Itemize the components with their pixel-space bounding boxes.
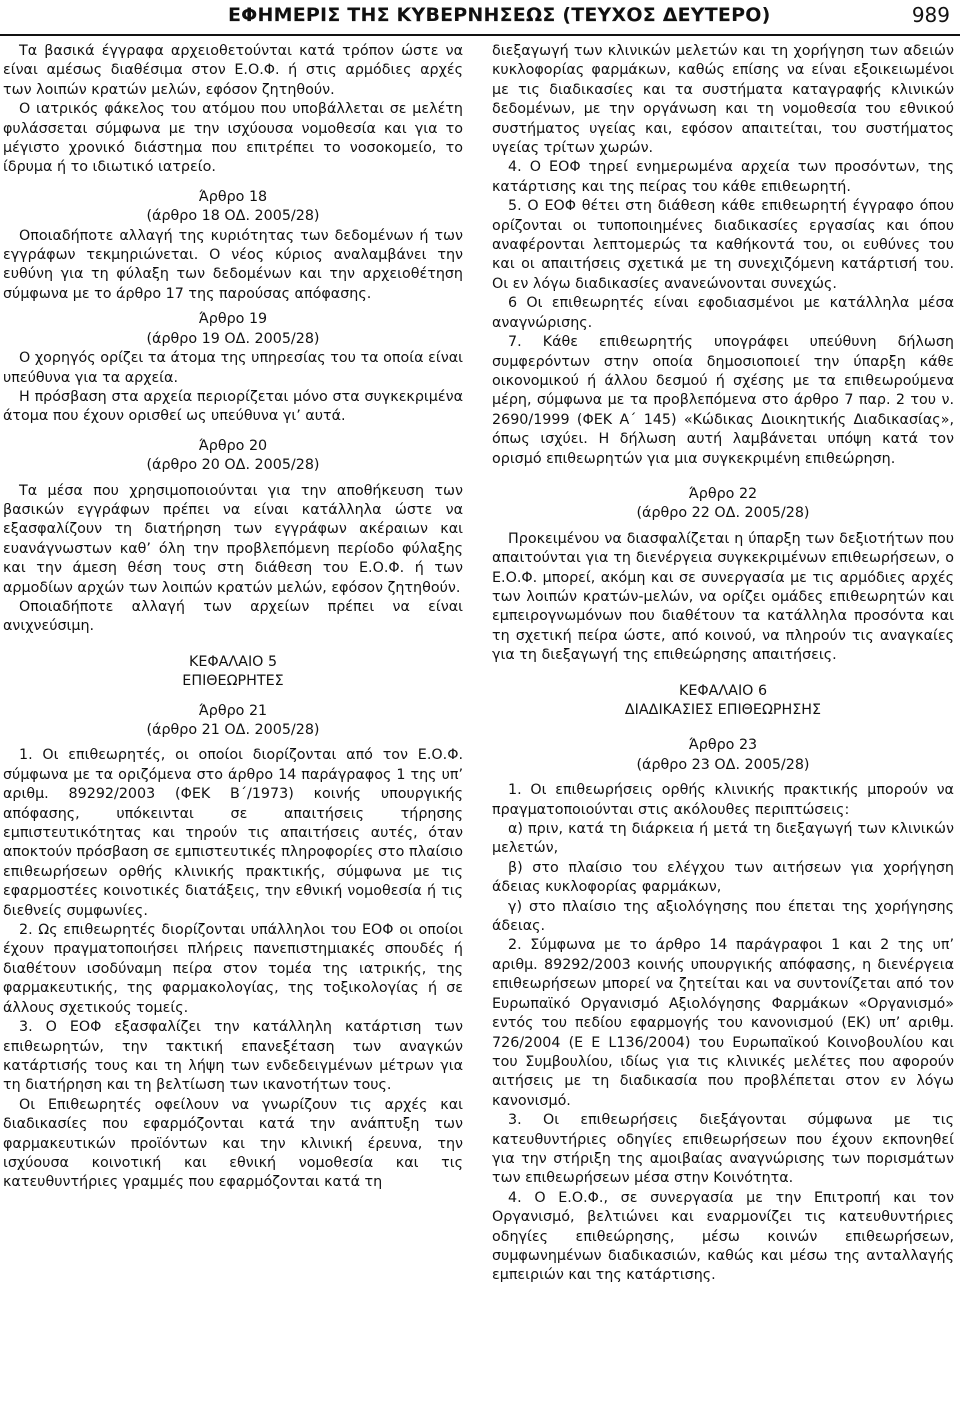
paragraph: β) στο πλαίσιο του ελέγχου των αιτήσεων για χορήγηση άδειας κυκλοφορίας φαρμάκων, (492, 859, 954, 896)
paragraph: 2. Σύμφωνα με το άρθρο 14 παράγραφοι 1 και 2 της υπ’ αριθμ. 89292/2003 κοινής υπουργικής απόφασης, η διενέργεια επιθεωρήσεων μπορεί να ζητείται και να συντονίζεται από τον Ευρωπαϊκό Οργανισμό Αξιολόγησης Φαρμάκων «Οργανισμό» εντός του πεδίου εφαρμογής του κανονισμού (ΕΚ) υπ’ αριθμ. 726/2004 (Ε Ε L136/2004) του Ευρωπαϊκού Κοινοβουλίου και του Συμβουλίου, ιδίως για τις κλινικές μελέτες που αφορούν αιτήσεις με τη διαδικασία που προβλέπεται στον εν λόγω κανονισμό. (492, 937, 954, 1109)
paragraph: γ) στο πλαίσιο της αξιολόγησης που έπεται της χορήγησης άδειας. (492, 898, 954, 935)
paragraph: διεξαγωγή των κλινικών μελετών και τη χορήγηση των αδειών κυκλοφορίας φαρμάκων, καθώς επίσης να είναι εξοικειωμένοι με τις διαδικασίες και τα συστήματα καταγραφής κλινικών δεδομένων, με την οργάνωση και τη νομοθεσία του εθνικού συστήματος υγείας και, εφόσον απαιτείται, του συστήματος υγείας τρίτων χωρών. (492, 43, 954, 157)
paragraph: 1. Οι επιθεωρήσεις ορθής κλινικής πρακτικής μπορούν να πραγματοποιούνται στις ακόλουθες περιπτώσεις: (492, 782, 954, 818)
paragraph: 3. Οι επιθεωρήσεις διεξάγονται σύμφωνα με τις κατευθυντήριες οδηγίες επιθεωρήσεων που έχουν εκπονηθεί για την στήριξη της αμοιβαίας αναγνώρισης των πορισμάτων των επιθεωρήσεων μέσα στην Κοινότητα. (492, 1112, 954, 1187)
article-20-title: Άρθρο 20 (198, 437, 268, 454)
paragraph: Οι Επιθεωρητές οφείλουν να γνωρίζουν τις αρχές και διαδικασίες που εφαρμόζονται κατά την ανάπτυξη των φαρμακευτικών προϊόντων και την κλινική έρευνα, την ισχύουσα κοινοτική και εθνική νομοθεσία και τις κατευθυντήριες γραμμές που εφαρμόζονται κατά τη (3, 1096, 463, 1191)
paragraph: 1. Οι επιθεωρητές, οι οποίοι διορίζονται από τον Ε.Ο.Φ. σύμφωνα με τα οριζόμενα στο άρθρο 14 παράγραφος 1 της υπ’ αριθμ. 89292/2003 (ΦΕΚ Β΄/1973) κοινής υπουργικής απόφασης, υπόκεινται σε απαιτήσεις τήρησης εμπιστευτικότητας και τηρούν τις απαιτήσεις αυτές, όταν αποκτούν πρόσβαση σε εμπιστευτικές πληροφορίες στο πλαίσιο επιθεωρήσεων ορθής κλινικής πρακτικής, σύμφωνα με τις εφαρμοστέες κοινοτικές διατάξεις, την εθνική νομοθεσία ή τις διεθνείς συμφωνίες. (3, 747, 463, 919)
page-header (0, 0, 960, 32)
left-column (3, 42, 463, 1193)
paragraph: Προκειμένου να διασφαλίζεται η ύπαρξη των δεξιοτήτων που απαιτούνται για τη διενέργεια συγκεκριμένων επιθεωρήσεων, ο Ε.Ο.Φ. μπορεί, ακόμη και σε συνεργασία με τις αρμόδιες αρχές των λοιπών κρατών-μελών, να ορίζει ομάδες επιθεωρητών και εμπειρογνωμόνων που διαθέτουν τα κατάλληλα προσόντα και τη σχετική πείρα ώστε, από κοινού, να πληρούν τις αναγκαίες για τη διεξαγωγή της επιθεώρησης απαιτήσεις. (492, 530, 954, 664)
paragraph: 4. Ο Ε.Ο.Φ., σε συνεργασία με την Επιτροπή και τον Οργανισμό, βελτιώνει και εναρμονίζει τις κατευθυντήριες οδηγίες επιθεώρησης, μέσω κοινών επιθεωρήσεων, συμφωνημένων διαδικασιών, καθώς και μέσω της ανταλλαγής εμπειριών και της κατάρτισης. (492, 1189, 954, 1284)
paragraph: Τα μέσα που χρησιμοποιούνται για την αποθήκευση των βασικών εγγράφων πρέπει να είναι κατάλληλα ώστε να εξασφαλίζουν τη διατήρηση των εγγράφων ακέραιων και ευανάγνωστων καθ’ όλη την προβλεπόμενη περίοδο φύλαξης και την άμεση θέση τους στη διάθεση του Ε.Ο.Φ. ή των αρμοδίων αρχών των λοιπών κρατών μελών, εφόσον ζητηθούν. (3, 482, 463, 596)
chapter-6-name: ΔΙΑΔΙΚΑΣΙΕΣ ΕΠΙΘΕΩΡΗΣΗΣ (624, 702, 822, 718)
paragraph: 7. Κάθε επιθεωρητής υπογράφει υπεύθυνη δήλωση συμφερόντων στην οποία δημοσιοποιεί την ύπαρξη κάθε οικονομικού ή άλλου δεσμού ή σχέσης με τα επιθεωρούμενα μέρη, σύμφωνα με τα προβλεπόμενα στο άρθρο 7 παρ. 2 του ν. 2690/1999 (ΦΕΚ Α΄ 145) «Κώδικας Διοικητικής Διαδικασίας», όπως ισχύει. Η δήλωση αυτή λαμβάνεται υπόψη κατά τον ορισμό επιθεωρητών για μια συγκεκριμένη επιθεώρηση. (492, 334, 954, 467)
article-19-reference: (άρθρο 19 ΟΔ. 2005/28) (146, 330, 320, 347)
page-number: 989 (911, 3, 950, 27)
header-rule (0, 34, 960, 36)
paragraph: 5. Ο ΕΟΦ θέτει στη διάθεση κάθε επιθεωρητή έγγραφο όπου ορίζονται οι τυποποιημένες διαδικασίες εργασίας και όπου αναφέρονται λεπτομερώς τα καθήκοντά του, οι ευθύνες του και οι απαιτήσεις σχετικά με τη συνεχιζόμενη κατάρτισή του. Οι εν λόγω διαδικασίες ανανεώνονται συνεχώς. (492, 198, 954, 292)
paragraph: 2. Ως επιθεωρητές διορίζονται υπάλληλοι του ΕΟΦ οι οποίοι έχουν πραγματοποιήσει πλήρεις πανεπιστημιακές σπουδές ή διαθέτουν ισοδύναμη πείρα στον τομέα της ιατρικής, της φαρμακευτικής, της φαρμακολογίας, της τοξικολογίας ή σε άλλους σχετικούς τομείς. (3, 922, 463, 1016)
article-23-title: Άρθρο 23 (688, 737, 758, 754)
article-22-reference: (άρθρο 22 ΟΔ. 2005/28) (636, 505, 810, 522)
article-23-reference: (άρθρο 23 ΟΔ. 2005/28) (636, 756, 810, 773)
paragraph: Η πρόσβαση στα αρχεία περιορίζεται μόνο στα συγκεκριμένα άτομα που έχουν ορισθεί ως υπεύθυνα γι’ αυτά. (3, 388, 463, 425)
right-column (492, 42, 954, 1286)
paragraph: Ο χορηγός ορίζει τα άτομα της υπηρεσίας του τα οποία είναι υπεύθυνα για τα αρχεία. (3, 350, 463, 386)
paragraph: 3. Ο ΕΟΦ εξασφαλίζει την κατάλληλη κατάρτιση των επιθεωρητών, την τακτική επανεξέταση των αναγκών κατάρτισής τους και τη λήψη των ενδεδειγμένων μέτρων για τη διατήρηση και τη βελτίωση των ικανοτήτων τους. (3, 1019, 463, 1094)
chapter-5-name: ΕΠΙΘΕΩΡΗΤΕΣ (182, 673, 284, 690)
chapter-6-title: ΚΕΦΑΛΑΙΟ 6 (678, 682, 768, 699)
article-18-title: Άρθρο 18 (198, 188, 268, 205)
paragraph: Οποιαδήποτε αλλαγή της κυριότητας των δεδομένων ή των εγγράφων τεκμηριώνεται. Ο νέος κύριος αναλαμβάνει την ευθύνη για τη φύλαξη των δεδομένων και την αρχειοθέτηση σύμφωνα με το άρθρο 17 της παρούσας απόφασης. (3, 227, 463, 302)
article-21-title: Άρθρο 21 (198, 702, 268, 719)
paragraph: 4. Ο ΕΟΦ τηρεί ενημερωμένα αρχεία των προσόντων, της κατάρτισης και της πείρας του κάθε επιθεωρητή. (492, 159, 954, 195)
gazette-title: ΕΦΗΜΕΡΙΣ ΤΗΣ ΚΥΒΕΡΝΗΣΕΩΣ (ΤΕΥΧΟΣ ΔΕΥΤΕΡΟ) (228, 4, 771, 26)
paragraph: Ο ιατρικός φάκελος του ατόμου που υποβάλλεται σε μελέτη φυλάσσεται σύμφωνα με την ισχύουσα νομοθεσία και για το μέγιστο χρονικό διάστημα που επιτρέπει το νοσοκομείο, το ίδρυμα ή το ιδιωτικό ιατρείο. (3, 101, 463, 176)
chapter-5-title: ΚΕΦΑΛΑΙΟ 5 (188, 653, 278, 670)
article-20-reference: (άρθρο 20 ΟΔ. 2005/28) (146, 457, 320, 474)
article-22-title: Άρθρο 22 (688, 485, 758, 502)
article-21-reference: (άρθρο 21 ΟΔ. 2005/28) (146, 722, 320, 738)
paragraph: Οποιαδήποτε αλλαγή των αρχείων πρέπει να είναι ανιχνεύσιμη. (3, 598, 463, 635)
paragraph: 6 Οι επιθεωρητές είναι εφοδιασμένοι με κατάλληλα μέσα αναγνώρισης. (492, 295, 954, 331)
article-18-reference: (άρθρο 18 ΟΔ. 2005/28) (146, 208, 320, 225)
article-19-title: Άρθρο 19 (198, 311, 268, 328)
paragraph: Τα βασικά έγγραφα αρχειοθετούνται κατά τρόπον ώστε να είναι αμέσως διαθέσιμα στον Ε.Ο.Φ. ή στις αρμόδιες αρχές των λοιπών κρατών μελών, εφόσον ζητηθούν. (3, 43, 463, 98)
paragraph: α) πριν, κατά τη διάρκεια ή μετά τη διεξαγωγή των κλινικών μελετών, (492, 821, 954, 857)
